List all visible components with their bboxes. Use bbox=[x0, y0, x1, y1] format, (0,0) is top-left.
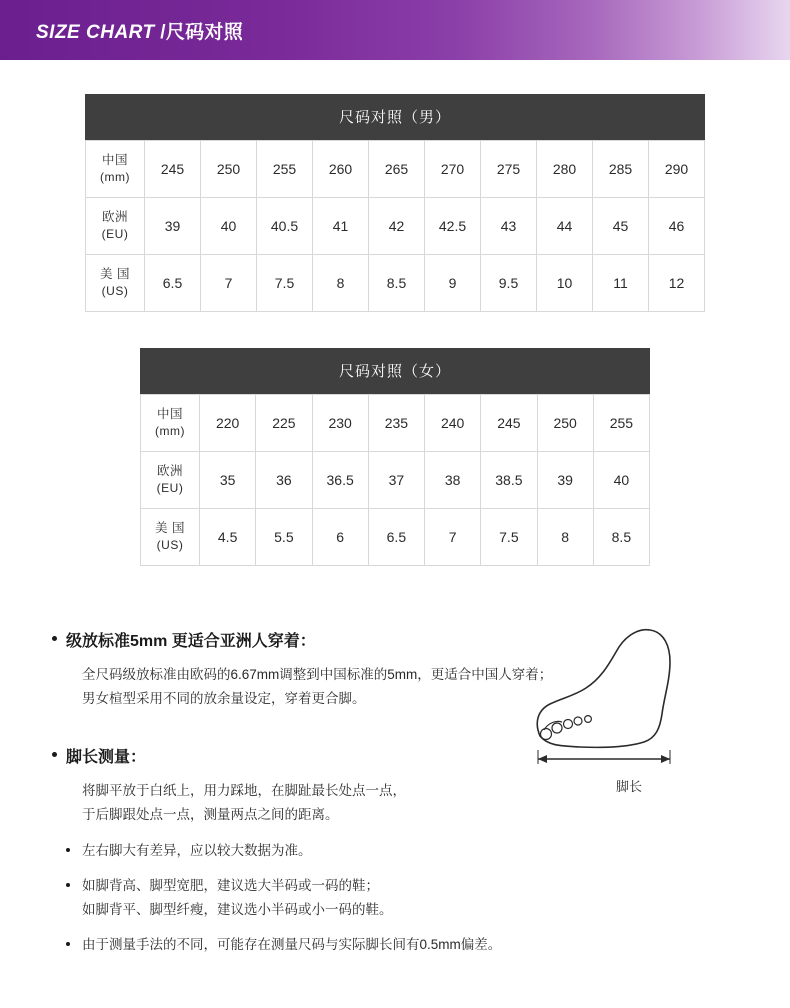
women-us-3: 6.5 bbox=[368, 509, 424, 566]
women-eu-1: 36 bbox=[256, 452, 312, 509]
measure-bullet-3: 由于测量手法的不同，可能存在测量尺码与实际脚长间有0.5mm偏差。 bbox=[52, 933, 738, 957]
table-row bbox=[86, 141, 705, 198]
measure-paragraph bbox=[52, 779, 502, 826]
men-us-4: 8.5 bbox=[369, 255, 425, 312]
men-row-label-eu bbox=[86, 198, 145, 255]
men-eu-2: 40.5 bbox=[257, 198, 313, 255]
women-row-label-cn-unit: (mm) bbox=[155, 424, 185, 439]
measure-bullet-1: 左右脚大有差异，应以较大数据为准。 bbox=[52, 839, 738, 863]
measure-line-2: 于后脚跟处点一点，测量两点之间的距离。 bbox=[82, 806, 339, 822]
women-size-table-caption: 尺码对照（女） bbox=[140, 348, 650, 394]
men-us-2: 7.5 bbox=[257, 255, 313, 312]
grading-heading: 级放标准5mm 更适合亚洲人穿着： bbox=[52, 628, 738, 651]
women-row-label-cn-text: 中国 bbox=[156, 407, 183, 422]
men-us-1: 7 bbox=[201, 255, 257, 312]
men-row-label-us bbox=[86, 255, 145, 312]
men-size-table bbox=[85, 94, 705, 312]
men-us-0: 6.5 bbox=[145, 255, 201, 312]
men-us-5: 9 bbox=[425, 255, 481, 312]
women-cn-5: 245 bbox=[481, 395, 537, 452]
men-cn-8: 285 bbox=[593, 141, 649, 198]
page-title bbox=[36, 17, 243, 44]
men-us-6: 9.5 bbox=[481, 255, 537, 312]
foot-length-diagram bbox=[504, 618, 754, 778]
women-eu-0: 35 bbox=[200, 452, 256, 509]
women-us-7: 8.5 bbox=[593, 509, 649, 566]
men-row-label-us-unit: (US) bbox=[101, 284, 129, 299]
table-row bbox=[141, 452, 650, 509]
women-cn-6: 250 bbox=[537, 395, 593, 452]
women-row-label-us bbox=[141, 509, 200, 566]
table-row bbox=[141, 509, 650, 566]
grading-line-1: 全尺码级放标准由欧码的6.67mm调整到中国标准的5mm，更适合中国人穿着； bbox=[82, 667, 553, 682]
women-eu-2: 36.5 bbox=[312, 452, 368, 509]
women-row-label-eu bbox=[141, 452, 200, 509]
women-size-chart-section bbox=[0, 348, 790, 566]
men-eu-6: 43 bbox=[481, 198, 537, 255]
women-us-1: 5.5 bbox=[256, 509, 312, 566]
men-row-label-us-text: 美 国 bbox=[100, 267, 130, 282]
men-row-label-cn-text: 中国 bbox=[101, 153, 128, 168]
men-row-label-cn bbox=[86, 141, 145, 198]
men-cn-2: 255 bbox=[257, 141, 313, 198]
women-row-label-eu-unit: (EU) bbox=[156, 481, 184, 496]
women-eu-3: 37 bbox=[368, 452, 424, 509]
men-cn-4: 265 bbox=[369, 141, 425, 198]
men-row-label-cn-unit: (mm) bbox=[100, 170, 130, 185]
men-size-table-caption: 尺码对照（男） bbox=[85, 94, 705, 140]
women-cn-1: 225 bbox=[256, 395, 312, 452]
measure-bullet-2 bbox=[52, 874, 738, 921]
men-eu-7: 44 bbox=[537, 198, 593, 255]
men-us-8: 11 bbox=[593, 255, 649, 312]
measure-line-1: 将脚平放于白纸上，用力踩地，在脚趾最长处点一点， bbox=[82, 783, 406, 799]
men-cn-7: 280 bbox=[537, 141, 593, 198]
measure-bullet-2-line-2: 如脚背平、脚型纤瘦，建议选小半码或小一码的鞋。 bbox=[82, 901, 393, 917]
men-cn-0: 245 bbox=[145, 141, 201, 198]
men-eu-8: 45 bbox=[593, 198, 649, 255]
grading-line-2: 男女楦型采用不同的放余量设定，穿着更合脚。 bbox=[82, 690, 366, 706]
men-row-label-eu-unit: (EU) bbox=[101, 227, 129, 242]
women-row-label-us-text: 美 国 bbox=[155, 521, 185, 536]
men-us-9: 12 bbox=[649, 255, 705, 312]
men-cn-6: 275 bbox=[481, 141, 537, 198]
men-cn-5: 270 bbox=[425, 141, 481, 198]
women-eu-5: 38.5 bbox=[481, 452, 537, 509]
table-row bbox=[86, 198, 705, 255]
men-cn-1: 250 bbox=[201, 141, 257, 198]
men-cn-3: 260 bbox=[313, 141, 369, 198]
women-cn-3: 235 bbox=[368, 395, 424, 452]
men-eu-5: 42.5 bbox=[425, 198, 481, 255]
foot-outline-icon bbox=[504, 618, 754, 778]
women-size-table bbox=[140, 348, 650, 566]
men-us-3: 8 bbox=[313, 255, 369, 312]
notes-section bbox=[0, 628, 790, 957]
women-us-2: 6 bbox=[312, 509, 368, 566]
women-us-0: 4.5 bbox=[200, 509, 256, 566]
women-cn-0: 220 bbox=[200, 395, 256, 452]
page-title-en: SIZE CHART bbox=[36, 21, 155, 43]
women-us-4: 7 bbox=[425, 509, 481, 566]
men-eu-0: 39 bbox=[145, 198, 201, 255]
men-row-label-eu-text: 欧洲 bbox=[101, 210, 128, 225]
women-us-6: 8 bbox=[537, 509, 593, 566]
women-row-label-eu-text: 欧洲 bbox=[156, 464, 183, 479]
women-row-label-us-unit: (US) bbox=[156, 538, 184, 553]
men-cn-9: 290 bbox=[649, 141, 705, 198]
women-cn-2: 230 bbox=[312, 395, 368, 452]
women-cn-4: 240 bbox=[425, 395, 481, 452]
men-eu-9: 46 bbox=[649, 198, 705, 255]
page-header-banner bbox=[0, 0, 790, 60]
page-title-separator: / bbox=[154, 21, 166, 43]
women-us-5: 7.5 bbox=[481, 509, 537, 566]
measure-bullet-2-line-1: 如脚背高、脚型宽肥，建议选大半码或一码的鞋； bbox=[82, 878, 379, 894]
men-size-chart-section bbox=[0, 94, 790, 312]
men-eu-3: 41 bbox=[313, 198, 369, 255]
table-row bbox=[141, 395, 650, 452]
women-row-label-cn bbox=[141, 395, 200, 452]
women-eu-6: 39 bbox=[537, 452, 593, 509]
table-row bbox=[86, 255, 705, 312]
foot-length-label: 脚长 bbox=[615, 779, 642, 794]
men-eu-1: 40 bbox=[201, 198, 257, 255]
page-title-cn: 尺码对照 bbox=[165, 21, 244, 43]
women-eu-4: 38 bbox=[425, 452, 481, 509]
men-eu-4: 42 bbox=[369, 198, 425, 255]
men-us-7: 10 bbox=[537, 255, 593, 312]
women-cn-7: 255 bbox=[593, 395, 649, 452]
measure-block bbox=[52, 744, 738, 957]
women-eu-7: 40 bbox=[593, 452, 649, 509]
measure-heading: 脚长测量： bbox=[52, 744, 738, 767]
